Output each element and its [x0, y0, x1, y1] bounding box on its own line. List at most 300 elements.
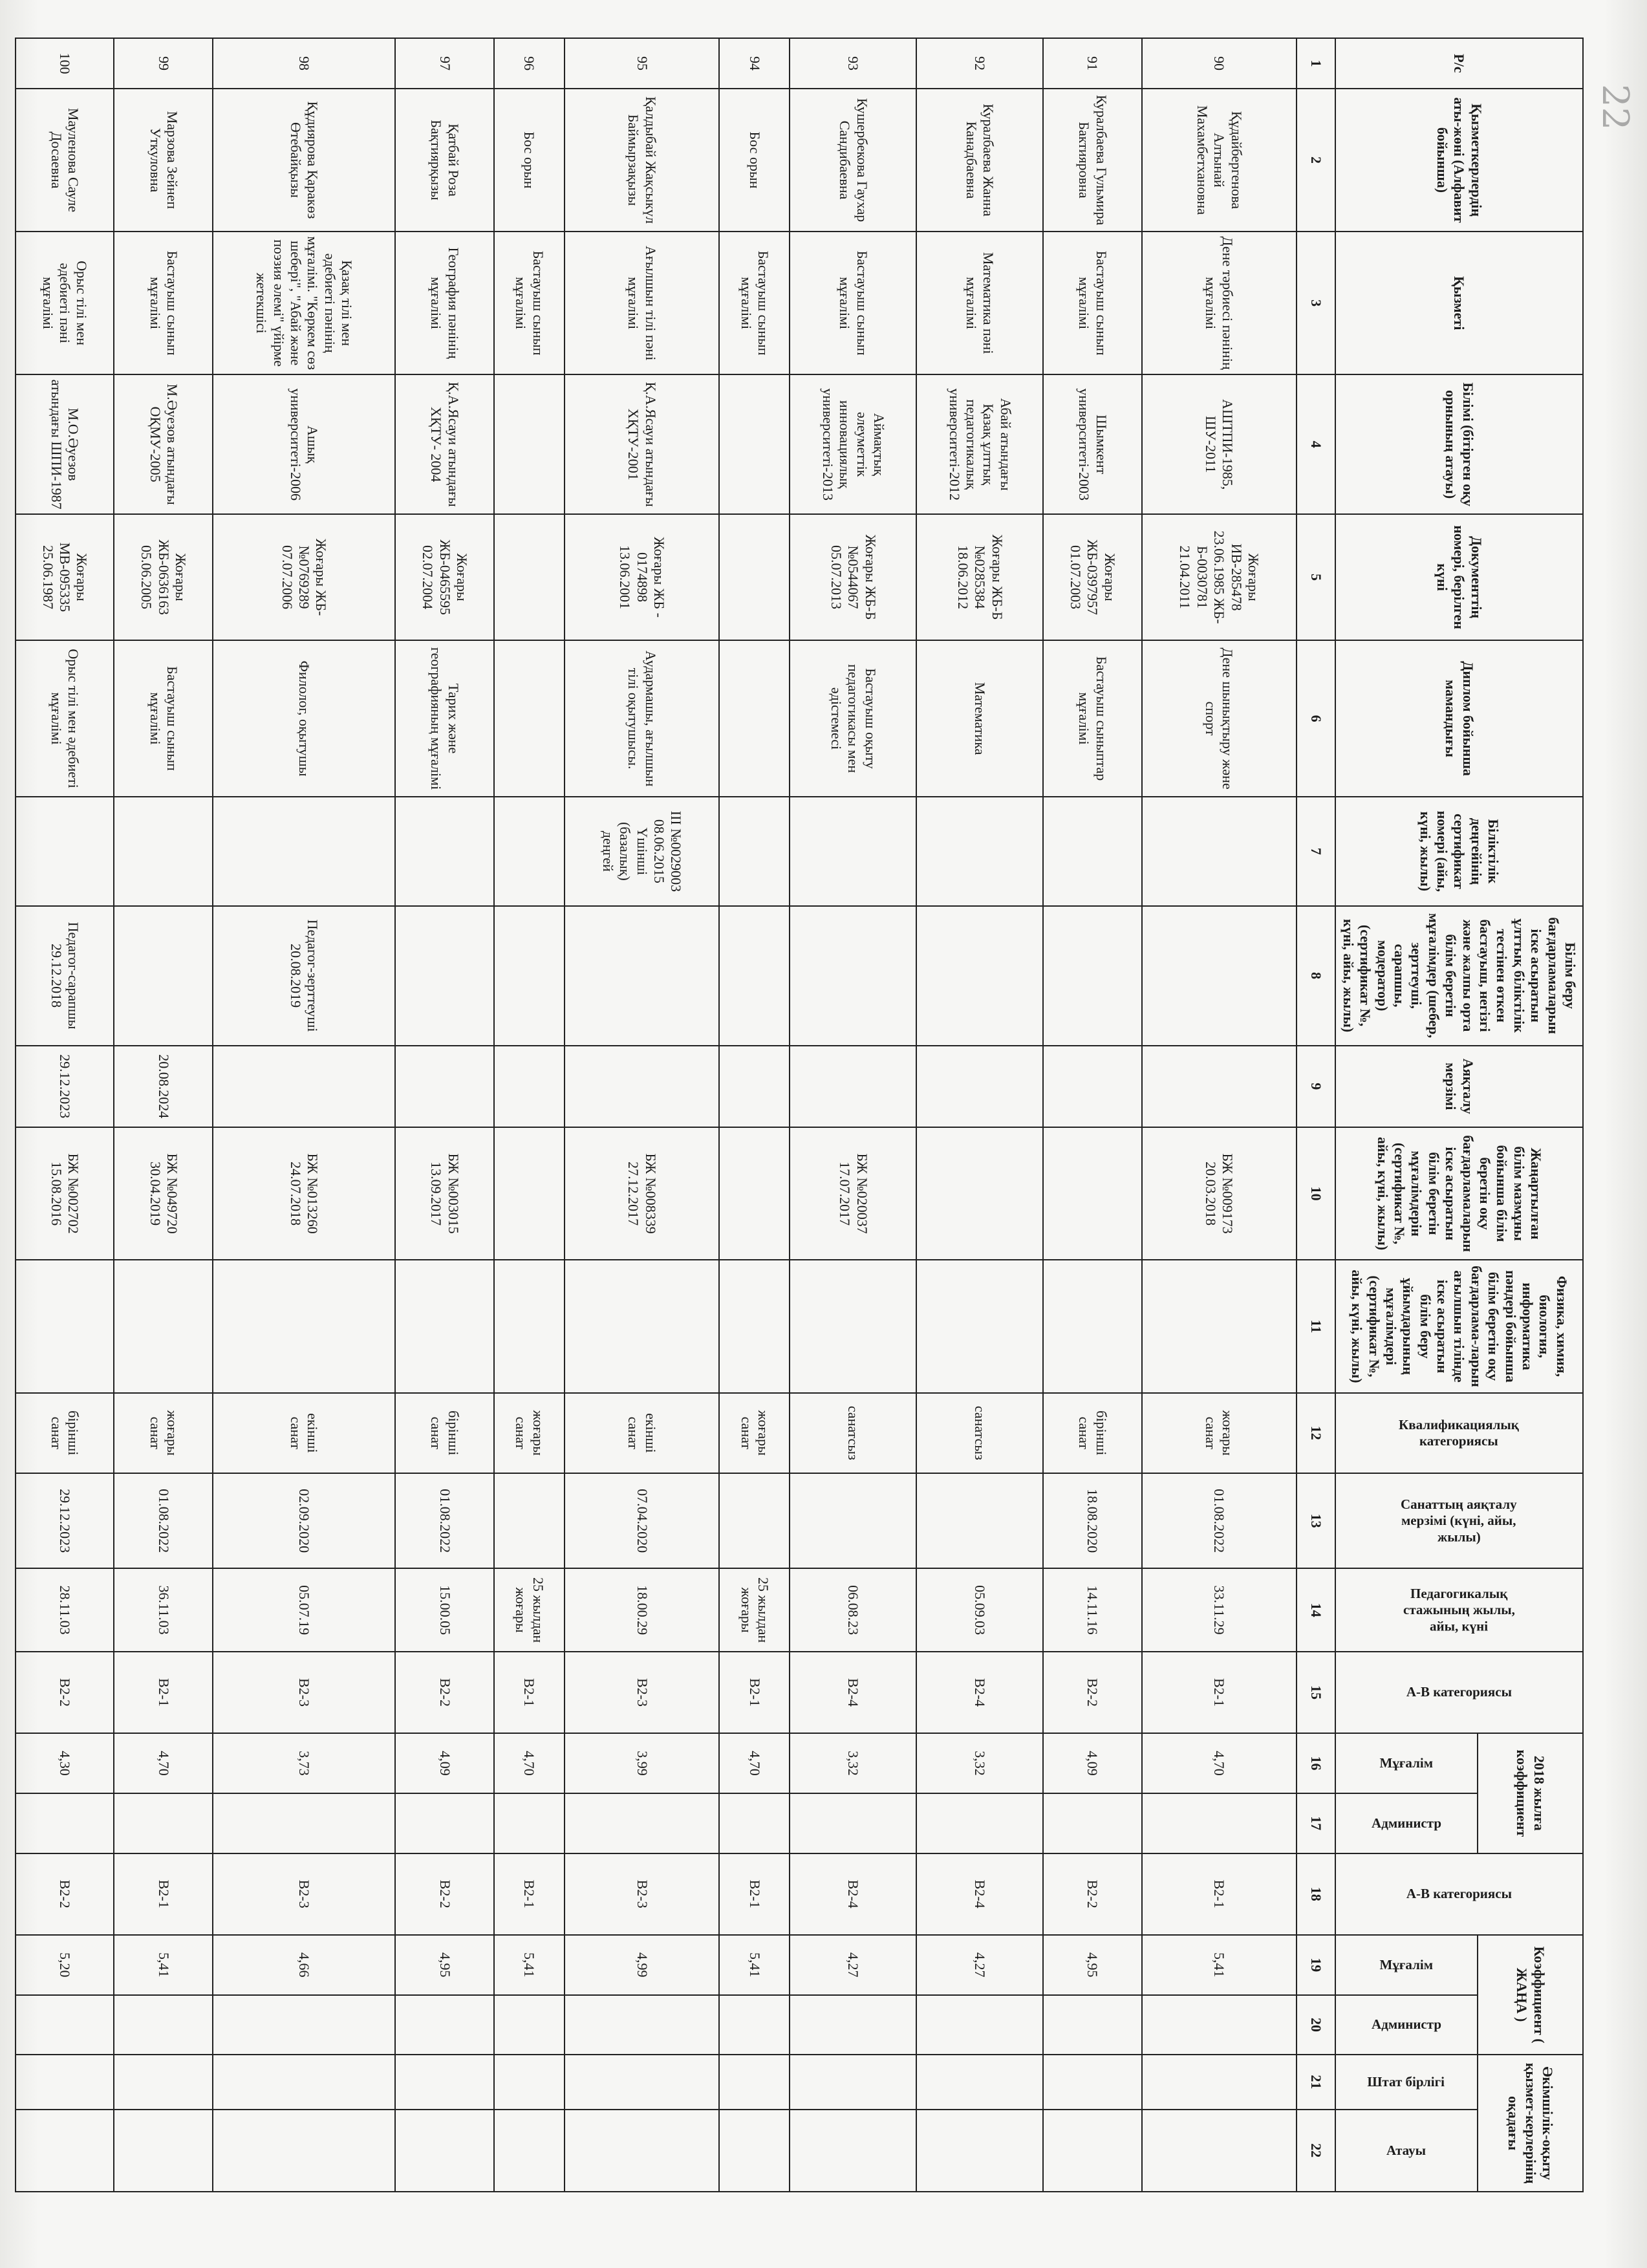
national-test-cell: Педагог-зерттеуші 20.08.2019	[213, 906, 395, 1046]
english-cert-cell	[395, 1260, 494, 1392]
document-cell: Жоғары ЖБ - 0174898 13.06.2001	[565, 514, 719, 640]
header-end-term: Аяқталу мерзімі	[1335, 1046, 1583, 1127]
staff-register-table	[15, 38, 1584, 2192]
coef-2018-teacher-cell: 4,09	[395, 1733, 494, 1793]
header-coef-2018: 2018 жылға коэффициент	[1478, 1733, 1583, 1853]
staff-unit-cell	[114, 2055, 213, 2109]
document-cell: Жоғары ЖБ-Б №0285384 18.06.2012	[916, 514, 1043, 640]
ped-experience-cell: 28.11.03	[16, 1568, 114, 1651]
qualification-category-cell: екінші санат	[213, 1393, 395, 1473]
position-cell: Дене тәрбиесі пәнінің мұғалімі	[1142, 232, 1297, 374]
english-cert-cell	[16, 1260, 114, 1392]
diploma-specialty-cell: Орыс тілі мен әдебиеті мұғалімі	[16, 640, 114, 797]
ab-category-new-cell: B2-4	[916, 1853, 1043, 1935]
qualification-category-cell: санатсыз	[790, 1393, 916, 1473]
employee-name-cell: Бос орын	[719, 89, 790, 232]
staff-title-cell	[395, 2110, 494, 2192]
ped-experience-cell: 25 жылдан жоғары	[494, 1568, 565, 1651]
position-cell: Бастауыш сынып мұғалімі	[1043, 232, 1142, 374]
updated-content-cert-cell: БЖ №003015 13.09.2017	[395, 1127, 494, 1260]
coef-new-teacher-cell: 5,41	[494, 1935, 565, 1995]
english-cert-cell	[494, 1260, 565, 1392]
header-staff-title	[1335, 2110, 1478, 2192]
column-number: 10	[1297, 1127, 1335, 1260]
coef-new-admin-cell	[719, 1995, 790, 2055]
table-row	[114, 38, 213, 2192]
staff-title-cell	[1142, 2110, 1297, 2192]
qualification-cert-cell	[790, 797, 916, 906]
employee-name-cell: Марзова Зейнеп Уткуловна	[114, 89, 213, 232]
header-category-end	[1335, 1473, 1583, 1568]
coef-2018-teacher-cell: 3,99	[565, 1733, 719, 1793]
ab-category-2018-cell: B2-1	[1142, 1652, 1297, 1733]
coef-new-admin-cell	[213, 1995, 395, 2055]
document-cell: Жоғары ЖБ-Б №0544067 05.07.2013	[790, 514, 916, 640]
header-qualification-category	[1335, 1393, 1583, 1473]
staff-title-cell	[790, 2110, 916, 2192]
updated-content-cert-cell: БЖ №013260 24.07.2018	[213, 1127, 395, 1260]
ab-category-new-cell: B2-1	[494, 1853, 565, 1935]
national-test-cell	[1142, 906, 1297, 1046]
diploma-specialty-cell: Дене шынықтыру және спорт	[1142, 640, 1297, 797]
employee-name-cell: Құдайбергенова Алтынай Махамбетхановна	[1142, 89, 1297, 232]
education-cell	[719, 374, 790, 514]
category-end-date-cell: 01.08.2022	[114, 1473, 213, 1568]
qualification-category-cell: бірінші санат	[395, 1393, 494, 1473]
end-term-cell	[719, 1046, 790, 1127]
column-number: 4	[1297, 374, 1335, 514]
column-number: 2	[1297, 89, 1335, 232]
national-test-cell	[114, 906, 213, 1046]
coef-new-teacher-cell: 4,95	[395, 1935, 494, 1995]
national-test-cell	[719, 906, 790, 1046]
column-number: 18	[1297, 1853, 1335, 1935]
updated-content-cert-cell: БЖ №009173 20.03.2018	[1142, 1127, 1297, 1260]
header-rs: Р/с	[1335, 38, 1583, 89]
column-number: 17	[1297, 1793, 1335, 1853]
ped-experience-cell: 05.07.19	[213, 1568, 395, 1651]
header-coef-new-admin	[1335, 1995, 1478, 2055]
header-diploma-specialty: Диплом бойынша мамандығы	[1335, 640, 1583, 797]
category-end-date-cell	[719, 1473, 790, 1568]
column-number: 5	[1297, 514, 1335, 640]
header-english-cert: Физика, химия, биология, информатика пәндері бойынша білім беретін оқу бағдарлама-ларын ағылшын тілінде іске асыратын білім беру ұйымдарының мұғалімдері (сертификат №, айы, күні, жылы)	[1335, 1260, 1583, 1392]
national-test-cell	[395, 906, 494, 1046]
staff-unit-cell	[719, 2055, 790, 2109]
category-end-date-cell: 29.12.2023	[16, 1473, 114, 1568]
qualification-cert-cell	[16, 797, 114, 906]
qualification-cert-cell	[719, 797, 790, 906]
coef-new-admin-cell	[395, 1995, 494, 2055]
qualification-cert-cell	[213, 797, 395, 906]
education-cell: М.Әуезов атындағы ОҚМУ-2005	[114, 374, 213, 514]
coef-2018-teacher-cell: 4,09	[1043, 1733, 1142, 1793]
employee-name-cell: Кушербекова Гаухар Сандибаевна	[790, 89, 916, 232]
document-cell: Жоғары ЖБ-№0769289 07.07.2006	[213, 514, 395, 640]
qualification-category-cell: жоғары санат	[719, 1393, 790, 1473]
staff-unit-cell	[16, 2055, 114, 2109]
table-row	[1142, 38, 1297, 2192]
header-coef-new-teacher-text: Мұғалім	[1379, 1956, 1433, 1972]
ab-category-new-cell: B2-2	[1043, 1853, 1142, 1935]
qualification-category-cell: жоғары санат	[114, 1393, 213, 1473]
ab-category-new-cell: B2-1	[719, 1853, 790, 1935]
staff-title-cell	[1043, 2110, 1142, 2192]
table-row	[1043, 38, 1142, 2192]
education-cell	[494, 374, 565, 514]
row-number-cell: 93	[790, 38, 916, 89]
national-test-cell	[790, 906, 916, 1046]
category-end-date-cell	[494, 1473, 565, 1568]
position-cell: Қазақ тілі мен әдебиеті пәнінің мұғалімі. "Көркем сөз шебері", "Абай және поэзия әлемі" үйірме жетекшісі	[213, 232, 395, 374]
employee-name-cell: Құдиярова Қаракөз Өтебайқызы	[213, 89, 395, 232]
ped-experience-cell: 33.11.29	[1142, 1568, 1297, 1651]
ab-category-2018-cell: B2-4	[916, 1652, 1043, 1733]
ab-category-new-cell: B2-3	[213, 1853, 395, 1935]
end-term-cell	[395, 1046, 494, 1127]
column-number: 14	[1297, 1568, 1335, 1651]
ped-experience-cell: 05.09.03	[916, 1568, 1043, 1651]
end-term-cell	[213, 1046, 395, 1127]
coef-new-admin-cell	[565, 1995, 719, 2055]
staff-unit-cell	[494, 2055, 565, 2109]
coef-new-teacher-cell: 4,27	[916, 1935, 1043, 1995]
column-number: 15	[1297, 1652, 1335, 1733]
ab-category-2018-cell: B2-2	[16, 1652, 114, 1733]
national-test-cell	[916, 906, 1043, 1046]
english-cert-cell	[1142, 1260, 1297, 1392]
header-updated-content-cert: Жаңартылған білім мазмұны бойынша білім беретін оқу бағдарламаларын іске асыратын білім беретін мұғалімдерін (сертификат №, айы, күні, жылы)	[1335, 1127, 1583, 1260]
coef-new-admin-cell	[916, 1995, 1043, 2055]
position-cell: Бастауыш сынып мұғалімі	[719, 232, 790, 374]
header-staff-title-text: Атауы	[1386, 2142, 1426, 2158]
education-cell: Шымкент университеті-2003	[1043, 374, 1142, 514]
position-cell: Бастауыш сынып мұғалімі	[494, 232, 565, 374]
qualification-cert-cell	[1043, 797, 1142, 906]
education-cell: Қ.А.Ясауи атындағы ХҚТУ- 2004	[395, 374, 494, 514]
updated-content-cert-cell: БЖ №002702 15.08.2016	[16, 1127, 114, 1260]
qualification-cert-cell	[395, 797, 494, 906]
ab-category-new-cell: B2-2	[395, 1853, 494, 1935]
column-number: 21	[1297, 2055, 1335, 2109]
category-end-date-cell: 07.04.2020	[565, 1473, 719, 1568]
table-row	[213, 38, 395, 2192]
header-coef-2018-admin-text: Администр	[1371, 1815, 1441, 1831]
header-document: Документтің номері, берілген күні	[1335, 514, 1583, 640]
updated-content-cert-cell	[916, 1127, 1043, 1260]
document-cell: Жоғары ЖБ-0636163 05.06.2005	[114, 514, 213, 640]
header-ab-category-1	[1335, 1652, 1583, 1733]
ab-category-new-cell: B2-2	[16, 1853, 114, 1935]
qualification-cert-cell: III №0029003 08.06.2015 Үшінші (базалық) деңгей	[565, 797, 719, 906]
handwritten-page-mark: 22	[1594, 84, 1636, 131]
coef-2018-admin-cell	[213, 1793, 395, 1853]
column-number: 3	[1297, 232, 1335, 374]
end-term-cell	[1142, 1046, 1297, 1127]
qualification-category-cell: бірінші санат	[1043, 1393, 1142, 1473]
ab-category-new-cell: B2-3	[565, 1853, 719, 1935]
category-end-date-cell: 01.08.2022	[395, 1473, 494, 1568]
document-cell: Жоғары ИВ-285478 23.06.1985 ЖБ-Б-0030781 21.04.2011	[1142, 514, 1297, 640]
updated-content-cert-cell	[1043, 1127, 1142, 1260]
table-row	[395, 38, 494, 2192]
header-staff-unit	[1335, 2055, 1478, 2109]
header-position: Қызметі	[1335, 232, 1583, 374]
employee-name-cell: Мауленова Сауле Досаевна	[16, 89, 114, 232]
staff-title-cell	[565, 2110, 719, 2192]
national-test-cell	[494, 906, 565, 1046]
document-cell	[719, 514, 790, 640]
qualification-cert-cell	[1142, 797, 1297, 906]
coef-2018-admin-cell	[790, 1793, 916, 1853]
row-number-cell: 99	[114, 38, 213, 89]
coef-2018-admin-cell	[16, 1793, 114, 1853]
position-cell: Орыс тілі мен әдебиеті пәні мұғалімі	[16, 232, 114, 374]
end-term-cell	[1043, 1046, 1142, 1127]
diploma-specialty-cell: Бастауыш сыныптар мұғалімі	[1043, 640, 1142, 797]
column-number: 9	[1297, 1046, 1335, 1127]
rotated-page	[39, 38, 1584, 2192]
education-cell: Абай атындағы Қазақ ұлттық педагогикалық университеті-2012	[916, 374, 1043, 514]
row-number-cell: 95	[565, 38, 719, 89]
coef-2018-teacher-cell: 4,70	[1142, 1733, 1297, 1793]
coef-new-admin-cell	[1043, 1995, 1142, 2055]
ab-category-new-cell: B2-4	[790, 1853, 916, 1935]
end-term-cell	[565, 1046, 719, 1127]
column-number: 12	[1297, 1393, 1335, 1473]
ab-category-2018-cell: B2-3	[213, 1652, 395, 1733]
coef-2018-admin-cell	[114, 1793, 213, 1853]
diploma-specialty-cell: Бастауыш сынып мұғалімі	[114, 640, 213, 797]
english-cert-cell	[114, 1260, 213, 1392]
qualification-category-cell: жоғары санат	[494, 1393, 565, 1473]
row-number-cell: 96	[494, 38, 565, 89]
header-ab-category-2-text: А-В категориясы	[1406, 1886, 1512, 1902]
header-full-name: Қызметкерлердің аты-жөні (Алфавит бойынша)	[1335, 89, 1583, 232]
coef-2018-admin-cell	[395, 1793, 494, 1853]
header-ped-experience-text: Педагогикалық стажының жылы, айы, күні	[1403, 1585, 1515, 1634]
employee-name-cell: Қалдыбай Жақсыкүл Баймырзақызы	[565, 89, 719, 232]
coef-new-admin-cell	[494, 1995, 565, 2055]
header-coef-new-admin-text: Администр	[1371, 2016, 1441, 2033]
position-cell: Ағылшын тілі пәні мұғалімі	[565, 232, 719, 374]
qualification-category-cell: санатсыз	[916, 1393, 1043, 1473]
table-row	[719, 38, 790, 2192]
header-coef-new-teacher	[1335, 1935, 1478, 1995]
staff-rows	[16, 38, 1297, 2192]
coef-2018-admin-cell	[1142, 1793, 1297, 1853]
header-coef-2018-teacher	[1335, 1733, 1478, 1793]
ab-category-2018-cell: B2-4	[790, 1652, 916, 1733]
coef-new-admin-cell	[790, 1995, 916, 2055]
coef-new-teacher-cell: 5,41	[719, 1935, 790, 1995]
end-term-cell	[790, 1046, 916, 1127]
diploma-specialty-cell: Тарих және географияның мұғалімі	[395, 640, 494, 797]
english-cert-cell	[719, 1260, 790, 1392]
staff-title-cell	[114, 2110, 213, 2192]
coef-2018-teacher-cell: 4,70	[494, 1733, 565, 1793]
qualification-category-cell: екінші санат	[565, 1393, 719, 1473]
diploma-specialty-cell: Филолог, оқытушы	[213, 640, 395, 797]
coef-2018-admin-cell	[494, 1793, 565, 1853]
row-number-cell: 94	[719, 38, 790, 89]
coef-2018-teacher-cell: 3,73	[213, 1733, 395, 1793]
category-end-date-cell: 02.09.2020	[213, 1473, 395, 1568]
staff-title-cell	[719, 2110, 790, 2192]
category-end-date-cell	[790, 1473, 916, 1568]
staff-unit-cell	[790, 2055, 916, 2109]
column-number: 6	[1297, 640, 1335, 797]
row-number-cell: 98	[213, 38, 395, 89]
coef-2018-admin-cell	[719, 1793, 790, 1853]
updated-content-cert-cell	[494, 1127, 565, 1260]
staff-title-cell	[494, 2110, 565, 2192]
education-cell: Қ.А.Ясауи атындағы ХҚТУ-2001	[565, 374, 719, 514]
ab-category-2018-cell: B2-1	[114, 1652, 213, 1733]
column-number: 20	[1297, 1995, 1335, 2055]
coef-2018-teacher-cell: 4,70	[719, 1733, 790, 1793]
education-cell: Аймақтық әлеуметтік инновациялық университеті-2013	[790, 374, 916, 514]
staff-unit-cell	[916, 2055, 1043, 2109]
coef-new-teacher-cell: 5,20	[16, 1935, 114, 1995]
end-term-cell: 20.08.2024	[114, 1046, 213, 1127]
category-end-date-cell: 18.08.2020	[1043, 1473, 1142, 1568]
row-number-cell: 90	[1142, 38, 1297, 89]
position-cell: География пәнінің мұғалімі	[395, 232, 494, 374]
header-national-test: Білім беру бағдарламаларын іске асыратын ұлттық біліктілік тестінен өткен бастауыш, негізгі және жалпы орта білім беретін мұғалімдер (шебер, зерттеуші, сарапшы, модератор) (сертификат №, күні, айы, жылы)	[1335, 906, 1583, 1046]
ped-experience-cell: 18.00.29	[565, 1568, 719, 1651]
education-cell: АШТПИ-1985, ШУ-2011	[1142, 374, 1297, 514]
column-number: 22	[1297, 2110, 1335, 2192]
english-cert-cell	[790, 1260, 916, 1392]
column-number-row	[1297, 38, 1335, 2192]
column-number: 8	[1297, 906, 1335, 1046]
updated-content-cert-cell: БЖ №049720 30.04.2019	[114, 1127, 213, 1260]
staff-title-cell	[16, 2110, 114, 2192]
column-number: 16	[1297, 1733, 1335, 1793]
ped-experience-cell: 15.00.05	[395, 1568, 494, 1651]
ab-category-2018-cell: B2-1	[719, 1652, 790, 1733]
table-row	[494, 38, 565, 2192]
table-row	[16, 38, 114, 2192]
employee-name-cell: Куралбаева Жанна Канадбаевна	[916, 89, 1043, 232]
table-row	[565, 38, 719, 2192]
document-cell: Жоғары МВ-095335 25.06.1987	[16, 514, 114, 640]
coef-2018-admin-cell	[1043, 1793, 1142, 1853]
column-number: 11	[1297, 1260, 1335, 1392]
ped-experience-cell: 06.08.23	[790, 1568, 916, 1651]
coef-new-teacher-cell: 5,41	[1142, 1935, 1297, 1995]
staff-unit-cell	[1142, 2055, 1297, 2109]
coef-2018-admin-cell	[565, 1793, 719, 1853]
row-number-cell: 91	[1043, 38, 1142, 89]
row-number-cell: 92	[916, 38, 1043, 89]
coef-2018-teacher-cell: 3,32	[916, 1733, 1043, 1793]
coef-new-admin-cell	[114, 1995, 213, 2055]
header-row-top	[1478, 38, 1583, 2192]
ped-experience-cell: 14.11.16	[1043, 1568, 1142, 1651]
ped-experience-cell: 25 жылдан жоғары	[719, 1568, 790, 1651]
staff-unit-cell	[565, 2055, 719, 2109]
category-end-date-cell: 01.08.2022	[1142, 1473, 1297, 1568]
diploma-specialty-cell: Математика	[916, 640, 1043, 797]
diploma-specialty-cell: Аудармашы, ағылшын тілі оқытушысы.	[565, 640, 719, 797]
english-cert-cell	[213, 1260, 395, 1392]
qualification-cert-cell	[494, 797, 565, 906]
ab-category-new-cell: B2-1	[1142, 1853, 1297, 1935]
position-cell: Бастауыш сынып мұғалімі	[790, 232, 916, 374]
coef-new-teacher-cell: 4,66	[213, 1935, 395, 1995]
employee-name-cell: Бос орын	[494, 89, 565, 232]
header-qualification-category-text: Квалификациялық категориясы	[1399, 1416, 1520, 1449]
end-term-cell: 29.12.2023	[16, 1046, 114, 1127]
qualification-category-cell: бірінші санат	[16, 1393, 114, 1473]
column-number: 7	[1297, 797, 1335, 906]
staff-title-cell	[213, 2110, 395, 2192]
end-term-cell	[916, 1046, 1043, 1127]
updated-content-cert-cell	[719, 1127, 790, 1260]
document-cell: Жоғары ЖБ-0397957 01.07.2003	[1043, 514, 1142, 640]
staff-unit-cell	[213, 2055, 395, 2109]
national-test-cell	[565, 906, 719, 1046]
column-number: 19	[1297, 1935, 1335, 1995]
column-number: 13	[1297, 1473, 1335, 1568]
employee-name-cell: Қатбай Роза Бақтиярқызы	[395, 89, 494, 232]
education-cell: М.О.Әуезов атындағы ШПИ-1987	[16, 374, 114, 514]
header-ped-experience	[1335, 1568, 1583, 1651]
english-cert-cell	[916, 1260, 1043, 1392]
header-coef-new: Коэффициент ( ЖАҢА )	[1478, 1935, 1583, 2055]
ab-category-2018-cell: B2-3	[565, 1652, 719, 1733]
coef-2018-teacher-cell: 4,70	[114, 1733, 213, 1793]
end-term-cell	[494, 1046, 565, 1127]
row-number-cell: 100	[16, 38, 114, 89]
ab-category-2018-cell: B2-2	[1043, 1652, 1142, 1733]
column-number: 1	[1297, 38, 1335, 89]
coef-2018-admin-cell	[916, 1793, 1043, 1853]
header-staff-unit-text: Штат бірлігі	[1367, 2073, 1445, 2090]
qualification-category-cell: жоғары санат	[1142, 1393, 1297, 1473]
ab-category-2018-cell: B2-1	[494, 1652, 565, 1733]
ped-experience-cell: 36.11.03	[114, 1568, 213, 1651]
coef-new-teacher-cell: 4,95	[1043, 1935, 1142, 1995]
coef-new-teacher-cell: 4,99	[565, 1935, 719, 1995]
header-coef-2018-admin	[1335, 1793, 1478, 1853]
diploma-specialty-cell	[494, 640, 565, 797]
category-end-date-cell	[916, 1473, 1043, 1568]
qualification-cert-cell	[114, 797, 213, 906]
document-cell	[494, 514, 565, 640]
table-row	[916, 38, 1043, 2192]
english-cert-cell	[565, 1260, 719, 1392]
staff-title-cell	[916, 2110, 1043, 2192]
header-education: Білімі (бітірген оқу орнының атауы)	[1335, 374, 1583, 514]
coef-new-admin-cell	[1142, 1995, 1297, 2055]
header-ab-category-1-text: А-В категориясы	[1406, 1684, 1512, 1700]
updated-content-cert-cell: БЖ №008339 27.12.2017	[565, 1127, 719, 1260]
ab-category-new-cell: B2-1	[114, 1853, 213, 1935]
header-category-end-text: Санаттың аяқталу мерзімі (күні, айы, жылы)	[1401, 1496, 1518, 1545]
national-test-cell	[1043, 906, 1142, 1046]
coef-new-teacher-cell: 4,27	[790, 1935, 916, 1995]
diploma-specialty-cell: Бастауыш оқыту педагогикасы мен әдістемесі	[790, 640, 916, 797]
qualification-cert-cell	[916, 797, 1043, 906]
education-cell: Ашық университеті-2006	[213, 374, 395, 514]
position-cell: Бастауыш сынып мұғалімі	[114, 232, 213, 374]
row-number-cell: 97	[395, 38, 494, 89]
header-ab-category-2	[1335, 1853, 1583, 1935]
diploma-specialty-cell	[719, 640, 790, 797]
